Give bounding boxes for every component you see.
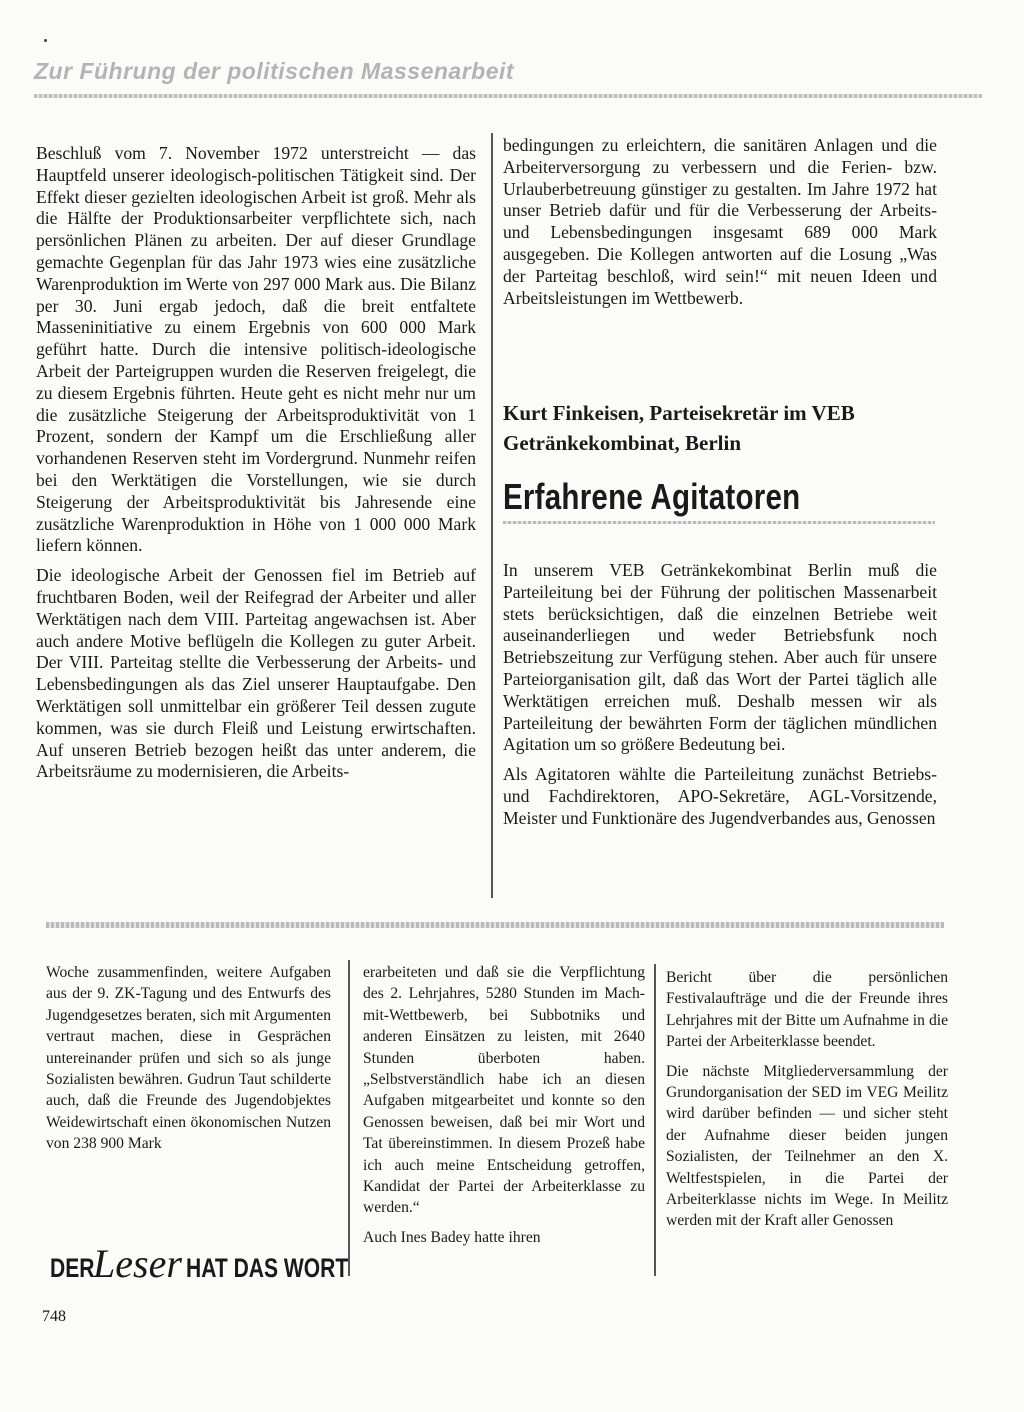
bottom-column-3 xyxy=(666,967,948,1232)
masthead-der: DER xyxy=(50,1253,95,1283)
bottom-divider-2 xyxy=(654,964,656,1276)
article-body xyxy=(503,560,937,830)
left-paragraph-2: Die ideologische Arbeit der Genossen fiel im Betrieb auf fruchtbaren Boden, weil der Reifegrad der Arbeiter und aller Werktätigen nach dem VIII. Parteitag angewachsen ist. Aber auch andere Motive beflügeln die Kollegen zu guter Arbeit. Der VIII. Parteitag stellte die Verbesserung der Arbeits- und Lebensbedingungen als das Ziel unserer Hauptaufgabe. Den Werktätigen soll unmittelbar ein größerer Teil dessen zugute kommen, was sie durch Fleiß und Leistung erwirtschaften. Auf unseren Betrieb bezogen heißt das unter anderem, die Arbeitsräume zu modernisieren, die Arbeits- xyxy=(36,565,476,782)
left-paragraph-1: Beschluß vom 7. November 1972 unterstreicht — das Hauptfeld unserer ideologisch-politischen Tätigkeit sind. Der Effekt dieser gezielten ideologischen Arbeit ist groß. Mehr als die Hälfte der Produktionsarbeiter verpflichtete sich, nach persönlichen Plänen zu arbeiten. Der auf dieser Grundlage gemachte Gegenplan für das Jahr 1973 wies eine zusätzliche Warenproduktion im Werte von 297 000 Mark aus. Die Bilanz per 30. Juni ergab jedoch, daß die breit entfaltete Masseninitiative zu einem Ergebnis von 600 000 Mark geführt hatte. Durch die intensive politisch-ideologische Arbeit der Parteigruppen wurden die Reserven freigelegt, die zu diesem Ergebnis führten. Heute geht es nicht mehr nur um die zusätzliche Steigerung der Arbeitsproduktivität von 1 Prozent, sondern der Kampf um die Erschließung aller vorhandenen Reserven steht im Vordergrund. Nunmehr reifen bei den Werktätigen die Vorstellungen, wie sie durch Steigerung der Arbeitsproduktivität bis Jahresende eine zusätzliche Warenproduktion in Höhe von 1 000 000 Mark liefern können. xyxy=(36,143,476,556)
running-header: Zur Führung der politischen Massenarbeit xyxy=(34,58,515,84)
column-divider xyxy=(491,133,493,898)
section-masthead xyxy=(50,1241,394,1286)
headline-rule xyxy=(503,521,935,524)
section-divider xyxy=(46,922,944,928)
article-author: Kurt Finkeisen, Parteisekretär im VEB Getränkekombinat, Berlin xyxy=(503,401,855,455)
bottom-divider-1 xyxy=(348,960,350,1276)
bottom3-paragraph-2: Die nächste Mitgliederversammlung der Grundorganisation der SED im VEG Meilitz wird darüber befinden — und sicher steht der Aufnahme dieser beiden jungen Sozialisten, der Teilnehmer an den X. Weltfestspielen, in die Partei der Arbeiterklasse nichts im Wege. In Meilitz werden mit der Kraft aller Genossen xyxy=(666,1062,948,1230)
right-paragraph-1: bedingungen zu erleichtern, die sanitären Anlagen und die Arbeiterversorgung zu verbessern und die Ferien- bzw. Urlauberbetreuung günstiger zu gestalten. Im Jahre 1972 hat unser Betrieb dafür und für die Verbesserung der Arbeits- und Lebensbedingungen insgesamt 689 000 Mark ausgegeben. Die Kollegen antworten auf die Losung „Was der Parteitag beschloß, wird sein!“ mit neuen Ideen und Arbeitsleistungen im Wettbewerb. xyxy=(503,135,937,308)
bottom-column-1 xyxy=(46,962,331,1155)
bottom1-paragraph-1: Woche zusammenfinden, weitere Aufgaben aus der 9. ZK-Tagung und des Entwurfs des Jugendgesetzes beraten, sich mit Argumenten vertraut machen, diese in Gesprächen untereinander prüfen und sich so als junge Sozialisten bewähren. Gudrun Taut schilderte auch, daß die Freunde des Jugendobjektes Weidewirtschaft einen ökonomischen Nutzen von 238 900 Mark xyxy=(46,964,331,1153)
right-column-top xyxy=(503,135,937,309)
bottom2-paragraph-2: Auch Ines Badey hatte ihren xyxy=(363,1228,541,1246)
print-mark xyxy=(44,39,47,42)
article-paragraph-2: Als Agitatoren wählte die Parteileitung zunächst Betriebs- und Fachdirektoren, APO-Sekretäre, AGL-Vorsitzende, Meister und Funktionäre des Jugendverbandes aus, Genossen xyxy=(503,764,937,828)
left-column xyxy=(36,143,476,783)
bottom2-paragraph-1: erarbeiteten und daß sie die Verpflichtung des 2. Lehrjahres, 5280 Stunden im Mach-mit-Wettbewerb, bei Subbotniks und anderen Einsätzen zu leisten, mit 2640 Stunden überboten haben. „Selbstverständlich habe ich an diesen Aufgaben mitgearbeitet und konnte so den Genossen beweisen, daß bei mir Wort und Tat übereinstimmen. In diesem Prozeß habe ich auch meine Entscheidung getroffen, Kandidat der Partei der Arbeiterklasse zu werden.“ xyxy=(363,964,645,1217)
article-headline: Erfahrene Agitatoren xyxy=(503,476,801,517)
bottom3-paragraph-1: Bericht über die persönlichen Festivalaufträge und die der Freunde ihres Lehrjahres mit der Bitte um Aufnahme in die Partei der Arbeiterklasse beendet. xyxy=(666,969,948,1051)
bottom-column-2 xyxy=(363,962,645,1248)
masthead-rest: HAT DAS WORT xyxy=(185,1253,349,1283)
header-rule xyxy=(34,94,982,98)
masthead-leser: Leser xyxy=(93,1241,182,1286)
article-paragraph-1: In unserem VEB Getränkekombinat Berlin muß die Parteileitung bei der Führung der politischen Massenarbeit stets berücksichtigen, daß die einzelnen Betriebe weit auseinanderliegen und weder Betriebsfunk noch Betriebszeitung zur Verfügung stehen. Aber auch für unsere Parteiorganisation gilt, daß das Wort der Partei täglich alle Werktätigen erreichen muß. Deshalb messen wir als Parteileitung der bewährten Form der täglichen mündlichen Agitation um so größere Bedeutung bei. xyxy=(503,560,937,755)
page-number: 748 xyxy=(42,1308,66,1325)
